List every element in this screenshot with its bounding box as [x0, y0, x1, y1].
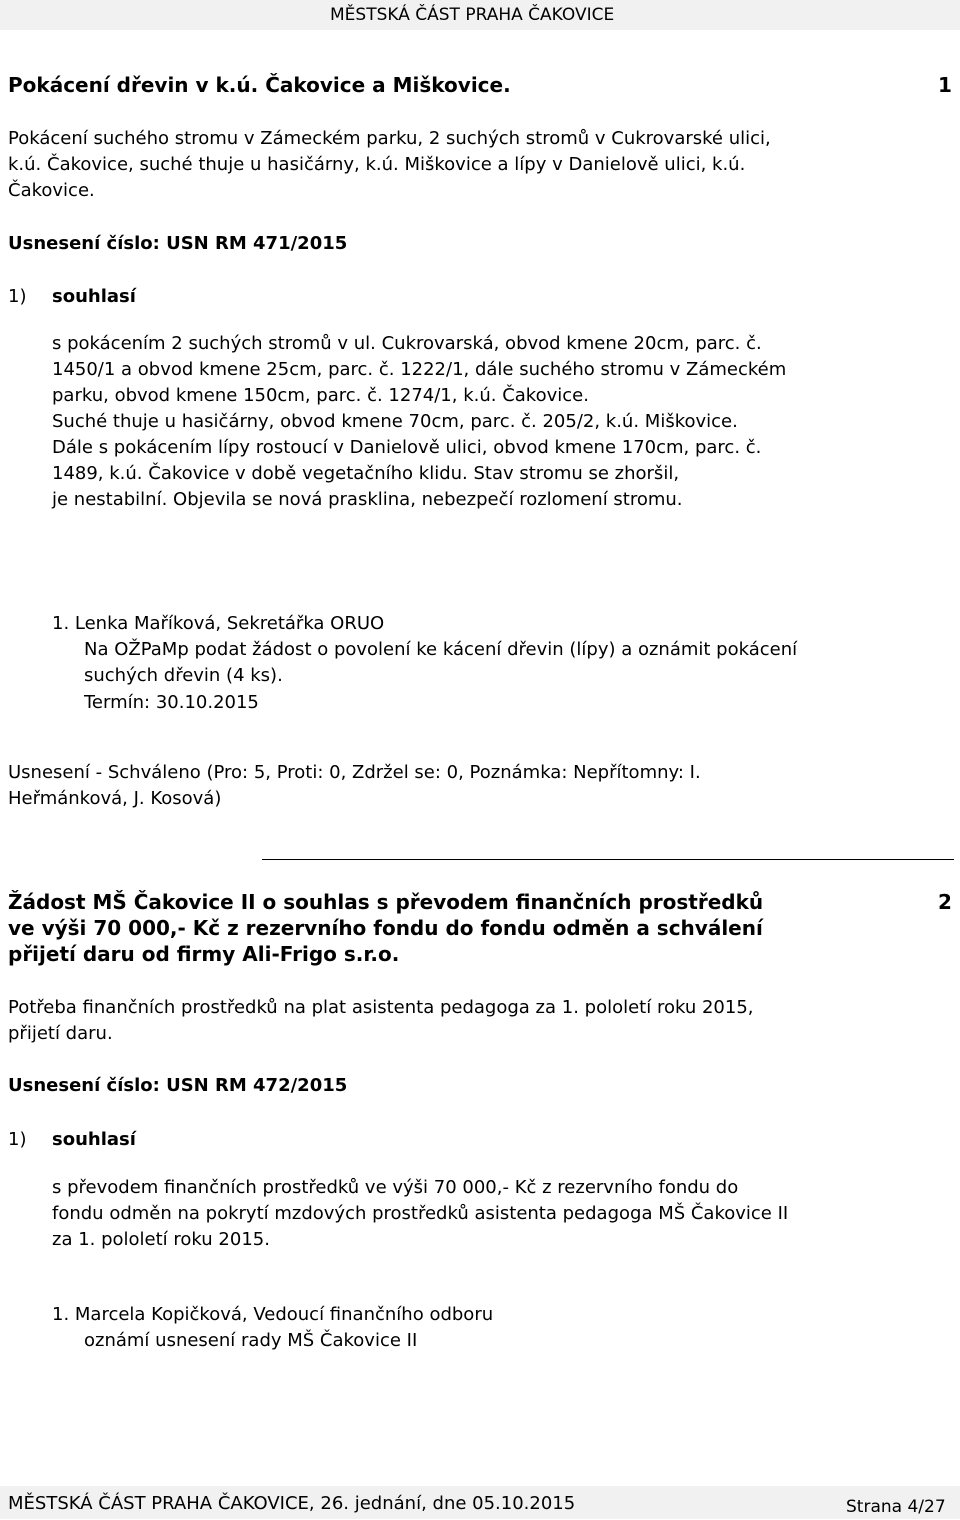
- title-line: Žádost MŠ Čakovice II o souhlas s převodem finančních prostředků: [8, 890, 764, 914]
- description-line: k.ú. Čakovice, suché thuje u hasičárny, k.ú. Miškovice a lípy v Danielově ulici, k.ú.: [8, 154, 746, 175]
- description-line: přijetí daru.: [8, 1023, 113, 1044]
- point-line: s převodem finančních prostředků ve výši 70 000,- Kč z rezervního fondu do: [52, 1177, 739, 1198]
- title-line: přijetí daru od firmy Ali-Frigo s.r.o.: [8, 942, 400, 966]
- vote-line: Usnesení - Schváleno (Pro: 5, Proti: 0, Zdržel se: 0, Poznámka: Nepřítomny: I.: [8, 762, 701, 783]
- footer-page-number: Strana 4/27: [846, 1497, 946, 1517]
- item1-point-number: 1): [8, 286, 27, 307]
- vote-line: Heřmánková, J. Kosová): [8, 788, 222, 809]
- point-line: 1450/1 a obvod kmene 25cm, parc. č. 1222/1, dále suchého stromu v Zámeckém: [52, 359, 787, 380]
- point-line: fondu odměn na pokrytí mzdových prostředků asistenta pedagoga MŠ Čakovice II: [52, 1203, 789, 1224]
- point-line: Suché thuje u hasičárny, obvod kmene 70cm, parc. č. 205/2, k.ú. Miškovice.: [52, 411, 738, 432]
- item1-number: 1: [938, 73, 952, 97]
- description-line: Čakovice.: [8, 180, 95, 201]
- point-line: za 1. pololetí roku 2015.: [52, 1229, 270, 1250]
- item1-vote: [8, 760, 701, 812]
- item2-point-text: [52, 1175, 788, 1253]
- description-line: Potřeba finančních prostředků na plat asistenta pedagoga za 1. pololetí roku 2015,: [8, 997, 754, 1018]
- header-title: MĚSTSKÁ ČÁST PRAHA ČAKOVICE: [330, 5, 615, 25]
- item1-description: [8, 126, 771, 204]
- task-line: Na OŽPaMp podat žádost o povolení ke kácení dřevin (lípy) a oznámit pokácení: [84, 639, 798, 660]
- section-divider: [262, 859, 954, 860]
- item1-point-text: [52, 331, 786, 513]
- point-line: 1489, k.ú. Čakovice v době vegetačního klidu. Stav stromu se zhoršil,: [52, 463, 680, 484]
- item2-number: 2: [938, 890, 952, 914]
- item1-point-verb: souhlasí: [52, 286, 136, 307]
- item1-task-text: [84, 637, 797, 689]
- item2-title: [8, 889, 763, 967]
- point-line: s pokácením 2 suchých stromů v ul. Cukrovarská, obvod kmene 20cm, parc. č.: [52, 333, 762, 354]
- task-line: suchých dřevin (4 ks).: [84, 665, 283, 686]
- footer-meeting-info: MĚSTSKÁ ČÁST PRAHA ČAKOVICE, 26. jednání, dne 05.10.2015: [8, 1493, 576, 1514]
- item1-resolution: Usnesení číslo: USN RM 471/2015: [8, 233, 348, 254]
- item1-title: Pokácení dřevin v k.ú. Čakovice a Miškovice.: [8, 73, 511, 97]
- point-line: je nestabilní. Objevila se nová prasklina, nebezpečí rozlomení stromu.: [52, 489, 683, 510]
- item2-description: [8, 995, 754, 1047]
- item1-task-deadline: Termín: 30.10.2015: [84, 692, 259, 713]
- point-line: Dále s pokácením lípy rostoucí v Danielově ulici, obvod kmene 170cm, parc. č.: [52, 437, 762, 458]
- title-line: ve výši 70 000,- Kč z rezervního fondu do fondu odměn a schválení: [8, 916, 763, 940]
- item2-task-person: 1. Marcela Kopičková, Vedoucí finančního odboru: [52, 1304, 494, 1325]
- item2-task-text: oznámí usnesení rady MŠ Čakovice II: [84, 1330, 418, 1351]
- item1-task-person: 1. Lenka Maříková, Sekretářka ORUO: [52, 613, 385, 634]
- item2-resolution: Usnesení číslo: USN RM 472/2015: [8, 1075, 348, 1096]
- item2-point-number: 1): [8, 1129, 27, 1150]
- description-line: Pokácení suchého stromu v Zámeckém parku, 2 suchých stromů v Cukrovarské ulici,: [8, 128, 771, 149]
- point-line: parku, obvod kmene 150cm, parc. č. 1274/1, k.ú. Čakovice.: [52, 385, 589, 406]
- item2-point-verb: souhlasí: [52, 1129, 136, 1150]
